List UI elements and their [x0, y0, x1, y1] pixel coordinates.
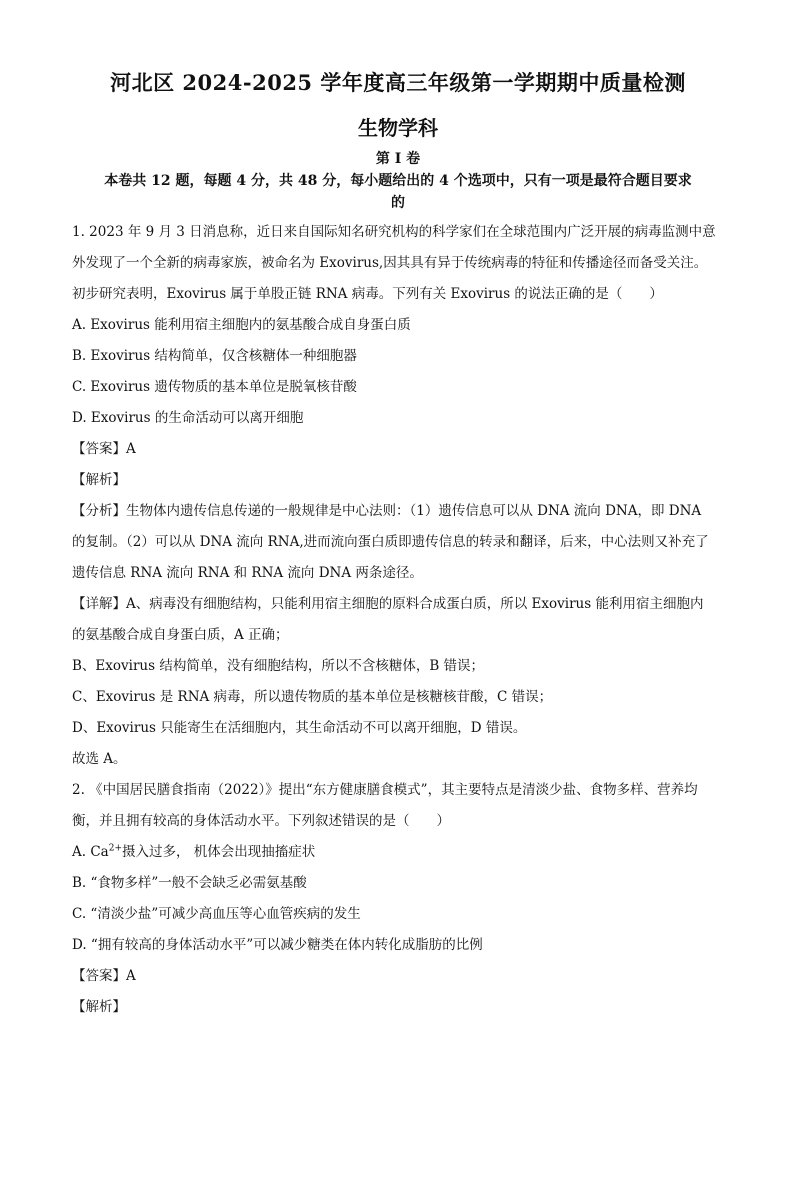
- q2-option-a-superscript: 2+: [108, 843, 122, 854]
- q1-stem-line-1: 1. 2023 年 9 月 3 日消息称，近日来自国际知名研究机构的科学家们在全球范围内广泛开展的病毒监测中意: [72, 224, 716, 240]
- q2-stem-line-2: 衡，并且拥有较高的身体活动水平。下列叙述错误的是（ ）: [72, 813, 450, 829]
- q1-option-b: B. Exovirus 结构简单，仅含核糖体一种细胞器: [72, 348, 357, 364]
- q1-fenxi-line-3: 遗传信息 RNA 流向 RNA 和 RNA 流向 DNA 两条途径。: [72, 565, 423, 581]
- q1-option-a: A. Exovirus 能利用宿主细胞内的氨基酸合成自身蛋白质: [72, 317, 411, 333]
- q1-xiangjie-line-2: 的氨基酸合成自身蛋白质，A 正确；: [72, 627, 289, 643]
- q2-stem-line-1: 2. 《中国居民膳食指南（2022）》提出“东方健康膳食模式”，其主要特点是清淡少盐、食物多样、营养均: [72, 782, 698, 798]
- q2-option-c: C. “清淡少盐”可减少高血压等心血管疾病的发生: [72, 906, 361, 922]
- q1-fenxi-line-2: 的复制。（2）可以从 DNA 流向 RNA,进而流向蛋白质即遗传信息的转录和翻译，后来，中心法则又补充了: [72, 534, 709, 550]
- document-page: [0, 68, 794, 1191]
- q1-xiangjie-c: C、Exovirus 是 RNA 病毒，所以遗传物质的基本单位是核糖核苷酸，C 错误；: [72, 689, 553, 705]
- question-2: [72, 775, 724, 1023]
- q1-answer: 【答案】A: [72, 441, 136, 457]
- q1-xiangjie-d: D、Exovirus 只能寄生在活细胞内，其生命活动不可以离开细胞，D 错误。: [72, 720, 527, 736]
- q2-option-a: [72, 837, 724, 868]
- q1-xiangjie-line-1: 【详解】A、病毒没有细胞结构，只能利用宿主细胞的原料合成蛋白质，所以 Exovirus 能利用宿主细胞内: [72, 596, 704, 612]
- q1-analysis-label: 【解析】: [72, 472, 126, 488]
- q1-option-c: C. Exovirus 遗传物质的基本单位是脱氧核苷酸: [72, 379, 357, 395]
- q2-option-a-rest: 摄入过多， 机体会出现抽搐症状: [122, 844, 316, 860]
- q1-conclusion: 故选 A。: [72, 751, 127, 767]
- q1-fenxi-line-1: 【分析】生物体内遗传信息传递的一般规律是中心法则：（1）遗传信息可以从 DNA 流向 DNA，即 DNA: [72, 503, 702, 519]
- q1-stem-line-3: 初步研究表明，Exovirus 属于单股正链 RNA 病毒。下列有关 Exovirus 的说法正确的是（ ）: [72, 286, 663, 302]
- subject-title: 生物学科: [358, 116, 438, 140]
- instruction-line-2: 的: [391, 195, 405, 211]
- q2-option-b: B. “食物多样”一般不会缺乏必需氨基酸: [72, 875, 307, 891]
- exam-title: 河北区 2024-2025 学年度高三年级第一学期期中质量检测: [110, 70, 686, 95]
- q2-analysis-label: 【解析】: [72, 999, 126, 1015]
- q1-stem-line-2: 外发现了一个全新的病毒家族，被命名为 Exovirus,因其具有异于传统病毒的特征和传播途径而备受关注。: [72, 255, 708, 271]
- question-1: [72, 217, 724, 775]
- volume-label: 第 I 卷: [375, 151, 421, 167]
- q2-answer: 【答案】A: [72, 968, 136, 984]
- q1-option-d: D. Exovirus 的生命活动可以离开细胞: [72, 410, 304, 426]
- q2-option-d: D. “拥有较高的身体活动水平”可以减少糖类在体内转化成脂肪的比例: [72, 937, 483, 953]
- q2-option-a-prefix: A. Ca: [72, 844, 109, 860]
- q1-xiangjie-b: B、Exovirus 结构简单，没有细胞结构，所以不含核糖体，B 错误；: [72, 658, 485, 674]
- instruction-line-1: 本卷共 12 题，每题 4 分，共 48 分，每小题给出的 4 个选项中，只有一项是最符合题目要求: [104, 173, 692, 189]
